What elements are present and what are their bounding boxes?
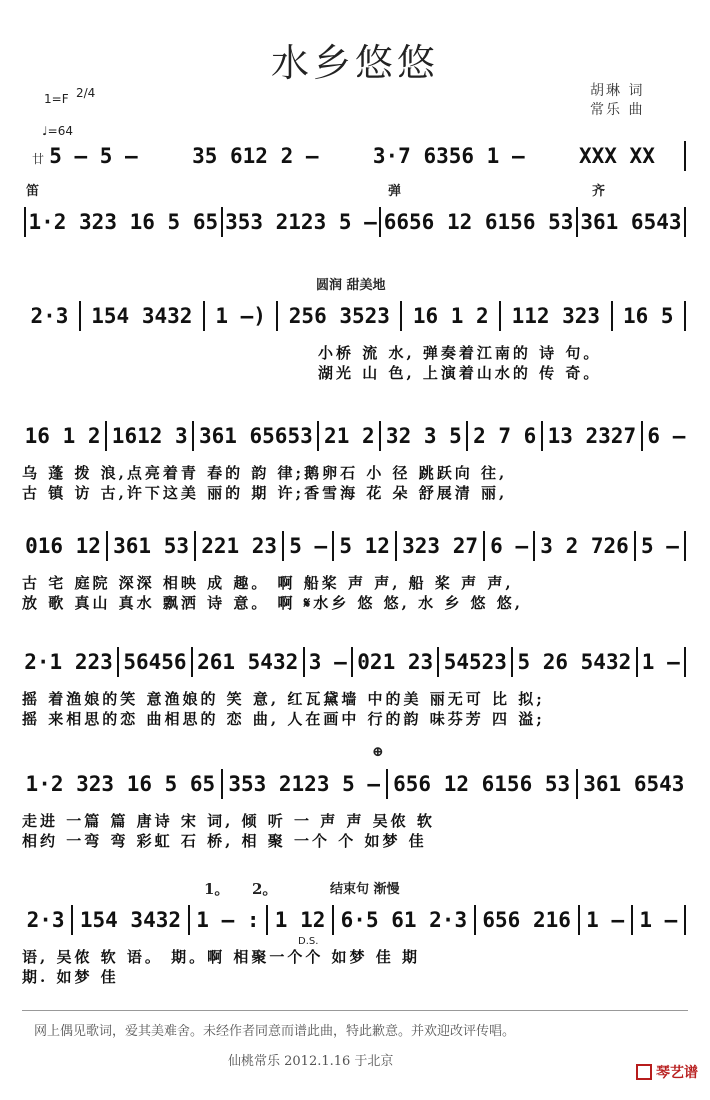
bar-line (117, 647, 119, 677)
bar-line (541, 421, 543, 451)
measure-group: 1 – (641, 650, 680, 674)
footer-divider (22, 1010, 688, 1011)
lyric-line-1: 语, 吴侬 软 语。 期。啊 相聚一个个 如梦 佳 期 (22, 948, 421, 966)
measure-group: 361 6543 (583, 772, 685, 796)
notes-row-1 (22, 140, 688, 172)
site-logo (636, 1062, 698, 1082)
measure-group: 3·7 6356 1 – (372, 144, 525, 168)
measure-group: 154 3432 (79, 908, 182, 932)
bar-line (437, 647, 439, 677)
measure-group: 6·5 61 2·3 (340, 908, 468, 932)
expression-mark: 圆润 甜美地 (316, 278, 386, 293)
bar-line (684, 905, 686, 935)
bar-line (576, 769, 578, 799)
notes-row-8 (22, 904, 688, 936)
lyric-line-1: 摇 着渔娘的笑 意渔娘的 笑 意, 红瓦黛墙 中的美 丽无可 比 拟; (22, 690, 545, 708)
measure-group: 2 7 6 (473, 424, 537, 448)
bar-line (221, 769, 223, 799)
measure-group: 021 23 (357, 650, 434, 674)
bar-line (386, 769, 388, 799)
time-signature: 2/4 (76, 86, 96, 100)
lyric-line-2: 相约 一弯 弯 彩虹 石 桥, 相 聚 一个 个 如梦 佳 (22, 832, 427, 850)
measure-group: 5 – 5 – (49, 144, 138, 168)
measure-group: 256 3523 (288, 304, 390, 328)
measure-group: 5 26 5432 (517, 650, 632, 674)
notes-row-4 (22, 420, 688, 452)
measure-group: 361 6543 (580, 210, 682, 234)
ending-expression: 结束句 渐慢 (330, 882, 400, 897)
composer-credit: 常乐 曲 (590, 102, 645, 118)
lyric-line-1: 古 宅 庭院 深深 相映 成 趣。 啊 船桨 声 声, 船 桨 声 声, (22, 574, 514, 592)
instrument-mark-di: 笛 (26, 184, 40, 199)
bar-line (221, 207, 223, 237)
bar-line (203, 301, 205, 331)
instrument-mark-qi: 齐 (592, 184, 606, 199)
bar-line (317, 421, 319, 451)
bar-line (379, 207, 381, 237)
measure-group: 353 2123 5 – (225, 210, 377, 234)
measure-group: 112 323 (511, 304, 601, 328)
measure-group: 6 – (647, 424, 686, 448)
measure-group: 1612 3 (111, 424, 188, 448)
measure-group: 016 12 (25, 534, 101, 558)
bar-line (332, 905, 334, 935)
bar-line (351, 647, 353, 677)
bar-line (533, 531, 535, 561)
ds-mark: D.S. (298, 936, 319, 947)
bar-line (106, 531, 108, 561)
lyric-line-1: 小桥 流 水, 弹奏着江南的 诗 句。 (318, 344, 602, 362)
measure-group: 32 3 5 (385, 424, 462, 448)
lyric-line-2: 期. 如梦 佳 (22, 968, 119, 986)
lyric-line-2: 湖光 山 色, 上演着山水的 传 奇。 (318, 364, 602, 382)
measure-group: 5 – (641, 534, 679, 558)
measure-group: 6656 12 6156 53 (383, 210, 574, 234)
instrument-mark-tan: 弹 (388, 184, 402, 199)
bar-line (684, 301, 686, 331)
lyric-line-2: 摇 来相思的恋 曲相思的 恋 曲, 人在画中 行的韵 味芬芳 四 溢; (22, 710, 545, 728)
coda-mark: ⊕ (372, 744, 384, 760)
intro-mark: 廿 (32, 152, 45, 166)
measure-group: 353 2123 5 – (228, 772, 381, 796)
measure-group: 261 5432 (197, 650, 299, 674)
key-signature: 1=F (44, 92, 69, 106)
measure-group: 1 –) (215, 304, 266, 328)
lyric-line-1: 走进 一篇 篇 唐诗 宋 词, 倾 听 一 声 声 吴侬 软 (22, 812, 435, 830)
notes-row-2 (22, 206, 688, 238)
measure-group: 2·1 223 (24, 650, 113, 674)
volta-2: 2。 (252, 880, 278, 898)
bar-line (576, 207, 578, 237)
tempo-marking: ♩=64 (42, 124, 73, 138)
bar-line (303, 647, 305, 677)
bar-line (191, 647, 193, 677)
bar-line (79, 301, 81, 331)
measure-group: 56456 (123, 650, 187, 674)
bar-line (466, 421, 468, 451)
bar-line (105, 421, 107, 451)
page-title: 水乡悠悠 (270, 41, 439, 85)
bar-line (636, 647, 638, 677)
measure-group: 21 2 (324, 424, 375, 448)
bar-line (379, 421, 381, 451)
measure-group: 2·3 (26, 908, 65, 932)
bar-line (511, 647, 513, 677)
bar-line (611, 301, 613, 331)
bar-line (684, 141, 686, 171)
notes-row-6 (22, 646, 688, 678)
bar-line (483, 531, 485, 561)
bar-line (684, 207, 686, 237)
bar-line (578, 905, 580, 935)
logo-text: 琴艺谱 (656, 1065, 698, 1081)
bar-line (474, 905, 476, 935)
measure-group: 13 2327 (547, 424, 637, 448)
measure-group: 1 – (639, 908, 678, 932)
bar-line (395, 531, 397, 561)
footer-signature: 仙桃常乐 2012.1.16 于北京 (228, 1054, 394, 1069)
volta-1: 1。 (204, 880, 230, 898)
bar-line (71, 905, 73, 935)
measure-group: 1 – (586, 908, 625, 932)
measure-group: 221 23 (201, 534, 278, 558)
bar-line (194, 531, 196, 561)
bar-line (24, 207, 26, 237)
notes-row-3 (22, 300, 688, 332)
measure-group: 1·2 323 16 5 65 (25, 772, 216, 796)
bar-line (192, 421, 194, 451)
bar-line (634, 531, 636, 561)
bar-line (684, 647, 686, 677)
footer-note: 网上偶见歌词，爱其美难舍。未经作者同意而谱此曲，特此歉意。并欢迎改评传唱。 (34, 1024, 516, 1039)
measure-group: 16 1 2 (24, 424, 101, 448)
bar-line (400, 301, 402, 331)
bar-line (684, 531, 686, 561)
lyric-line-2: 放 歌 真山 真水 飘洒 诗 意。 啊 𝄋水乡 悠 悠, 水 乡 悠 悠, (22, 594, 524, 612)
measure-group: 16 1 2 (412, 304, 489, 328)
notes-row-5 (22, 530, 688, 562)
measure-group: 323 27 (402, 534, 478, 558)
bar-line (282, 531, 284, 561)
bar-line (276, 301, 278, 331)
measure-group: 1 12 (274, 908, 326, 932)
measure-group: 656 12 6156 53 (393, 772, 571, 796)
measure-group: 2·3 (30, 304, 69, 328)
bar-line (332, 531, 334, 561)
measure-group: 35 612 2 – (192, 144, 319, 168)
measure-group: 16 5 (622, 304, 674, 328)
measure-group: 6 – (490, 534, 529, 558)
bar-line (499, 301, 501, 331)
lyric-line-2: 古 镇 访 古,许下这美 丽的 期 许;香雪海 花 朵 舒展清 丽, (22, 484, 508, 502)
measure-group: 1·2 323 16 5 65 (28, 210, 219, 234)
measure-group: 5 – (289, 534, 328, 558)
lyricist-credit: 胡琳 词 (590, 83, 645, 99)
measure-group: 656 216 (482, 908, 571, 932)
bar-line (631, 905, 633, 935)
measure-group: XXX XX (578, 144, 655, 168)
lyric-line-1: 乌 蓬 拨 浪,点亮着青 春的 韵 律;鹅卵石 小 径 跳跃向 往, (22, 464, 508, 482)
measure-group: 361 53 (113, 534, 189, 558)
bar-line (266, 905, 268, 935)
bar-line (641, 421, 643, 451)
measure-group: 154 3432 (91, 304, 193, 328)
measure-group: 3 – (308, 650, 347, 674)
measure-group: 54523 (443, 650, 507, 674)
measure-group: 3 2 726 (540, 534, 629, 558)
logo-icon (636, 1064, 652, 1080)
measure-group: 1 – : (196, 908, 260, 932)
measure-group: 361 65653 (198, 424, 313, 448)
measure-group: 5 12 (339, 534, 390, 558)
bar-line (188, 905, 190, 935)
notes-row-7 (22, 768, 688, 800)
